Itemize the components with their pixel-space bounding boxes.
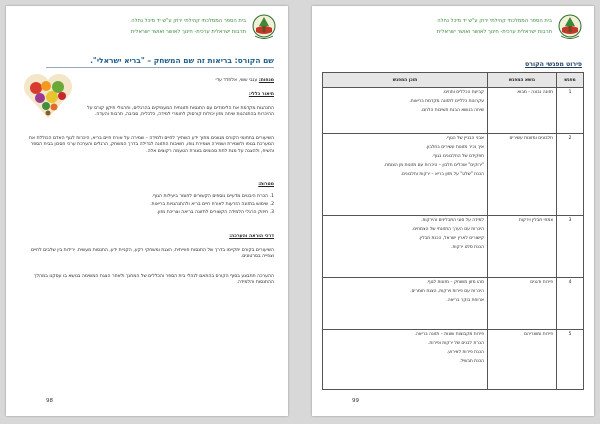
table-row [323, 330, 584, 390]
table-header-row [323, 73, 584, 88]
column-header-session: מפגש [557, 73, 584, 88]
goals-heading: מטרות: [258, 182, 274, 187]
table-row [323, 88, 584, 134]
content-line: הכנת סלט ירקות. [451, 245, 484, 250]
table-row [323, 216, 584, 278]
content-line: קישורים לארץ ישראל, הכנת תבלין. [418, 236, 484, 241]
intro-paragraph-1: התנהגות מקדמת את הלימודים עם התנסות תזונתית המעמיקים בהרגלים, ותרגולי תיקון קורס על ההיכרות בהתנהגות שיחה מזון יכולות קורסוק לחומרי למידה, כלכלית, סביבה, תרבות והעדה. [87, 106, 274, 118]
session-number: 1 [557, 88, 584, 134]
right-page [312, 6, 594, 416]
content-line: הכנת "שלט" על מזון בריא – ירקות וחלבונים. [400, 172, 484, 177]
session-topic: צמחי תבלין וירקות [488, 216, 557, 278]
content-line: תפקידם של החלבונים בגוף. [431, 154, 484, 159]
teachers-label: מנחות: [258, 78, 274, 83]
page-header [18, 14, 276, 42]
column-header-topic: נושא המפגש [488, 73, 557, 88]
session-number: 2 [557, 134, 584, 216]
goal-item: 1. הכרת היבטים מדעיים נוספים הקשורים לחומר ביעילות הגוף. [151, 194, 274, 199]
evaluation-heading: דרכי הוראה והערכה: [229, 234, 274, 239]
sessions-table [322, 72, 584, 390]
left-page [6, 6, 288, 416]
header-line-1: בית הספר הממלכתי קהילתי ירוק ע"ש יד מיכל נחלה [131, 18, 246, 24]
content-line: קביעת הכללים וחוזים. [442, 90, 484, 95]
content-line: פירות מקבוצות שונות – תזונה בריאה. [414, 332, 484, 337]
column-header-content: תוכן המפגש [323, 73, 488, 88]
session-topic: תזונה נבונה - מבוא [488, 88, 557, 134]
page-number: 98 [46, 398, 53, 404]
content-line: עקרונות כלליים לתזונה מקדמת בריאות. [409, 99, 484, 104]
general-heading: תיאור כללי: [248, 92, 274, 97]
content-line: היכרות עם פירות וירקות, הצגת חומרים. [410, 289, 484, 294]
session-content [323, 88, 488, 134]
content-line: ארוחת בוקר בריאה. [446, 298, 484, 303]
goal-item: 3. חיזוק הרגלי הלמידה הקשורים לתזונה בריאה וצריכת מזון. [156, 210, 274, 215]
session-topic: פירות ומוצריהם [488, 330, 557, 390]
header-line-1: בית הספר הממלכתי קהילתי ירוק ע"ש יד מיכל נחלה [437, 18, 552, 24]
evaluation-paragraph-1: השיעורים בקורס יתקיימו בדרך של התנסות חווייתית, הצגת ומשחקי רקע, הקניית ידע, התנסות מעשית. ירידות בין שלבים לחיים וצפייה בסרטונים. [31, 248, 274, 260]
session-content [323, 134, 488, 216]
content-line: מהו מזון משוחק – מזונות לגוף. [426, 280, 484, 285]
session-number: 4 [557, 278, 584, 330]
evaluation-paragraph-2: ההערכה תתבצע בסוף הקורס בהתאם לנהלי בית הספר והכללים של המחנך ולאחר הצגת המשימה בנושא בו עסקנו במהלך ההתנסות והלמידה. [34, 274, 274, 286]
header-line-2: תרבות ישראלית ערכית- חינוך לאושר ואושר ישראלית [436, 29, 552, 35]
table-title: פירוט מפגשי הקורס [525, 61, 582, 68]
session-content [323, 278, 488, 330]
header-line-2: תרבות ישראלית ערכית- חינוך לאושר ואושר ישראלית [130, 29, 246, 35]
content-line: איך נכיר מזונות עשירים בחלבון. [425, 145, 484, 150]
session-content [323, 216, 488, 278]
content-line: שיחה בנושא הבנת חשיבות הלחם. [420, 108, 484, 113]
table-row [323, 134, 584, 216]
goal-item: 2. שימוש בתזונה הזרעות לאורח חיים בריא ולהתנהגויות בריאות. [150, 202, 274, 207]
teachers-line [84, 78, 274, 84]
school-logo-icon [252, 14, 276, 40]
content-line: הכנת פירות לאירוע. [446, 350, 484, 355]
course-title: שם הקורס: בריאות זה שם המשחק – "בריא ישראלי". [46, 56, 274, 68]
page-header [324, 14, 582, 42]
healthy-food-heart-icon [22, 72, 74, 120]
content-line: למידה על סוגי התבלינים והירקות. [421, 218, 484, 223]
content-line: אבני הבניין של הגוף. [445, 136, 484, 141]
content-line: הכנת תבשיל. [459, 359, 484, 364]
session-topic: חלבונים ומזונות עשירים [488, 134, 557, 216]
content-line: "ירוקים" אוכלים חלבון – היכרות עם מזונות מן הצומח. [383, 163, 484, 168]
content-line: הכרת לבנים של ירקות ופירות. [428, 341, 484, 346]
table-row [323, 278, 584, 330]
intro-paragraph-2: השיעורים בתחומי הקורס מגוונים מתוך ידע השתייך לחיים ולמידה – שמירה על אורח חיים בריא, היכרות לגוף האדם הכוללת את המערכת בגופו ולשמירת ושמירה ושמירת גופו, חשיבות התזונה לגדילה בדרך המשחק, הרגלים והערכת ערכי חסכון בבית הספר והשיח, ולהצגה על מנת לתת סכומים בצורת הטעמה רקוצים אלה. [29, 136, 274, 154]
session-number: 5 [557, 330, 584, 390]
content-line: היכרות עם הערך התזונתי של הצמחים. [411, 227, 484, 232]
session-number: 3 [557, 216, 584, 278]
page-number: 99 [352, 398, 359, 404]
teachers-value: ענבי ששי, אלחדד עדי [215, 78, 258, 83]
session-topic: פירות ודגנים [488, 278, 557, 330]
school-logo-icon [558, 14, 582, 40]
session-content [323, 330, 488, 390]
